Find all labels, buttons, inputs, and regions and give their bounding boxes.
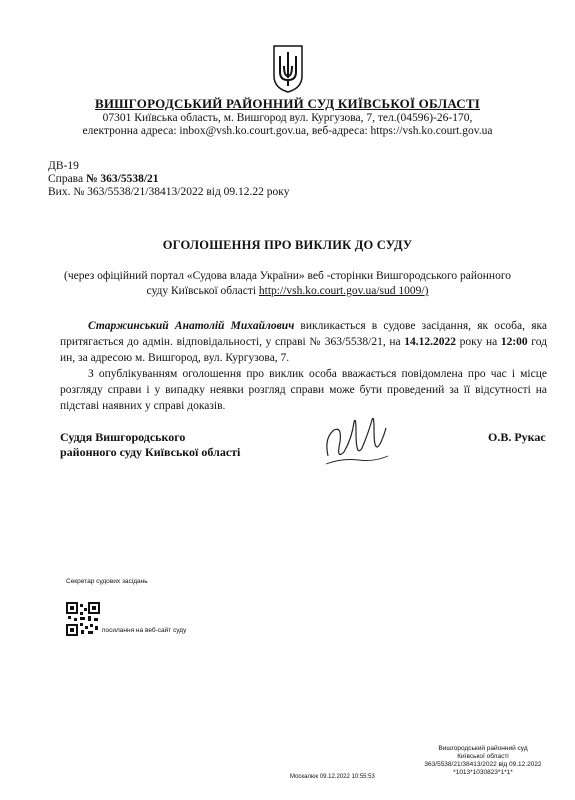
electronic-stamp xyxy=(398,745,568,777)
hearing-date: 14.12.2022 xyxy=(404,336,457,348)
notice-paragraph: З опублікуванням оголошення про виклик особа вважається повідомлена про час і місце розгляду справи і у випадку неявки розгляд справи може бути проведений за її відсутності на підставі наявних у справі доказів. xyxy=(60,368,547,412)
court-address: 07301 Київська область, м. Вишгород вул. Кургузова, 7, тел.(04596)-26-170, xyxy=(102,112,473,124)
qr-caption: посилання на веб-сайт суду xyxy=(102,627,187,634)
court-name: ВИШГОРОДСЬКИЙ РАЙОННИЙ СУД КИЇВСЬКОЇ ОБЛАСТІ xyxy=(94,96,480,111)
stamp-number: 363/5538/21/38413/2022 від 09.12.2022 xyxy=(424,761,542,768)
portal-note-line1: (через офіційний портал «Судова влада України» веб -сторінки Вишгородського районного xyxy=(63,270,512,282)
case-number: № 363/5538/21 xyxy=(85,173,159,185)
summoned-person: Старжинський Анатолій Михайлович xyxy=(88,320,295,332)
portal-court: суду Київської області xyxy=(146,285,257,297)
court-contacts: електронна адреса: inbox@vsh.ko.court.gov.ua, веб-адреса: https://vsh.ko.court.gov.ua xyxy=(82,125,493,137)
case-reference xyxy=(48,173,159,185)
stamp-date: Москалюк 09.12.2022 10:55:53 xyxy=(290,774,375,780)
coat-of-arms-icon xyxy=(272,44,304,94)
qr-code-icon[interactable] xyxy=(66,602,100,636)
summons-text-b: року на xyxy=(456,336,501,348)
hearing-time: 12:00 xyxy=(500,336,528,348)
judge-title-line1: Суддя Вишгородського xyxy=(60,430,186,444)
outgoing-number: Вих. № 363/5538/21/38413/2022 від 09.12.22 року xyxy=(48,186,290,198)
document-title: ОГОЛОШЕННЯ ПРО ВИКЛИК ДО СУДУ xyxy=(162,238,413,252)
stamp-code: *1013*1030823*1*1* xyxy=(453,769,513,776)
handwritten-signature xyxy=(322,408,392,468)
secretary-label: Секретар судових засідань xyxy=(66,578,148,585)
portal-note-line2 xyxy=(0,285,575,297)
summons-text-c: год ин, за адресою м. Вишгород, вул. Кургузова, 7. xyxy=(60,336,547,364)
case-label: Справа xyxy=(48,173,84,185)
portal-link[interactable]: http://vsh.ko.court.gov.ua/sud 1009/) xyxy=(258,285,429,297)
summons-paragraph xyxy=(60,318,547,366)
form-code: ДВ-19 xyxy=(48,160,79,172)
judge-title-line2: районного суду Київської області xyxy=(60,445,241,459)
stamp-region: Київської області xyxy=(457,753,509,760)
summons-text-a: викликається в судове засідання, як особа, яка притягається до адмін. відповідальності, у справі № 363/5538/21, на xyxy=(60,320,548,348)
stamp-court: Вишгородський районний суд xyxy=(438,745,528,752)
judge-name: О.В. Рукас xyxy=(488,430,546,444)
judge-title xyxy=(60,430,240,460)
